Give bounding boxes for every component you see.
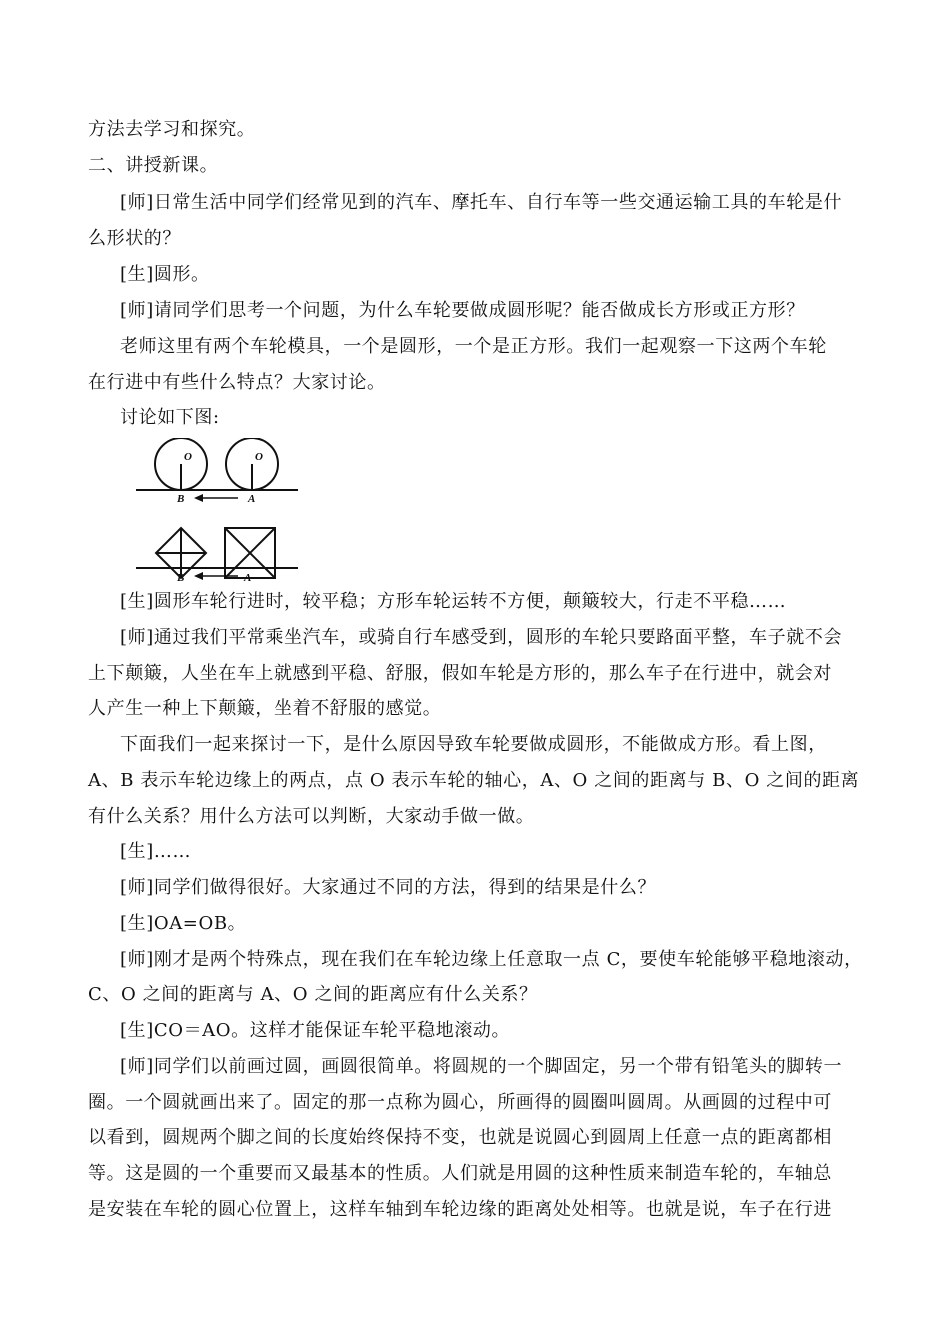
paragraph: 下面我们一起来探讨一下，是什么原因导致车轮要做成圆形，不能做成方形。看上图， xyxy=(120,734,827,755)
paragraph: [生]圆形车轮行进时，较平稳；方形车轮运转不方便，颠簸较大，行走不平稳…… xyxy=(120,591,787,612)
figure-caption: 讨论如下图: xyxy=(120,407,220,428)
paragraph: [生]圆形。 xyxy=(120,264,210,285)
label-b-bottom: B xyxy=(177,572,185,582)
wheel-figure xyxy=(136,438,298,582)
paragraph: 上下颠簸，人坐在车上就感到平稳、舒服，假如车轮是方形的，那么车子在行进中，就会对 xyxy=(88,663,832,684)
label-o-left: O xyxy=(184,451,192,463)
wheel-diagram xyxy=(136,438,298,582)
paragraph: [生]CO＝AO。这样才能保证车轮平稳地滚动。 xyxy=(120,1020,511,1041)
paragraph: 圈。一个圆就画出来了。固定的那一点称为圆心，所画得的圆圈叫圆周。从画圆的过程中可 xyxy=(88,1092,832,1113)
paragraph: 在行进中有些什么特点？大家讨论。 xyxy=(88,372,386,393)
label-a-top: A xyxy=(248,493,256,505)
paragraph: 等。这是圆的一个重要而又最基本的性质。人们就是用圆的这种性质来制造车轮的，车轴总 xyxy=(88,1163,832,1184)
paragraph: [生]OA=OB。 xyxy=(120,913,247,934)
paragraph: [师]刚才是两个特殊点，现在我们在车轮边缘上任意取一点 C，要使车轮能够平稳地滚动， xyxy=(120,949,863,970)
paragraph: 以看到，圆规两个脚之间的长度始终保持不变，也就是说圆心到圆周上任意一点的距离都相 xyxy=(88,1127,832,1148)
label-o-right: O xyxy=(255,451,263,463)
paragraph: [师]同学们做得很好。大家通过不同的方法，得到的结果是什么？ xyxy=(120,877,657,898)
paragraph: 老师这里有两个车轮模具，一个是圆形，一个是正方形。我们一起观察一下这两个车轮 xyxy=(120,336,827,357)
paragraph: [师]请同学们思考一个问题，为什么车轮要做成圆形呢？能否做成长方形或正方形？ xyxy=(120,300,805,321)
paragraph: 是安装在车轮的圆心位置上，这样车轴到车轮边缘的距离处处相等。也就是说，车子在行进 xyxy=(88,1199,832,1220)
paragraph: [师]通过我们平常乘坐汽车，或骑自行车感受到，圆形的车轮只要路面平整，车子就不会 xyxy=(120,627,843,648)
arrow-head-bottom xyxy=(194,572,203,580)
paragraph: 么形状的？ xyxy=(88,228,181,249)
paragraph: [师]日常生活中同学们经常见到的汽车、摩托车、自行车等一些交通运输工具的车轮是什 xyxy=(120,192,843,213)
paragraph: 方法去学习和探究。 xyxy=(88,119,256,140)
arrow-head-top xyxy=(194,494,203,502)
label-b-top: B xyxy=(177,493,185,505)
paragraph: A、B 表示车轮边缘上的两点，点 O 表示车轮的轴心，A、O 之间的距离与 B、O 之间的距离 xyxy=(88,770,860,791)
paragraph: 人产生一种上下颠簸，坐着不舒服的感觉。 xyxy=(88,698,442,719)
label-a-bottom: A xyxy=(244,572,252,582)
section-heading: 二、讲授新课。 xyxy=(88,155,219,176)
paragraph: 有什么关系？用什么方法可以判断，大家动手做一做。 xyxy=(88,806,535,827)
paragraph: C、O 之间的距离与 A、O 之间的距离应有什么关系？ xyxy=(88,984,538,1005)
paragraph: [生]…… xyxy=(120,841,192,862)
paragraph: [师]同学们以前画过圆，画圆很简单。将圆规的一个脚固定，另一个带有铅笔头的脚转一 xyxy=(120,1056,843,1077)
